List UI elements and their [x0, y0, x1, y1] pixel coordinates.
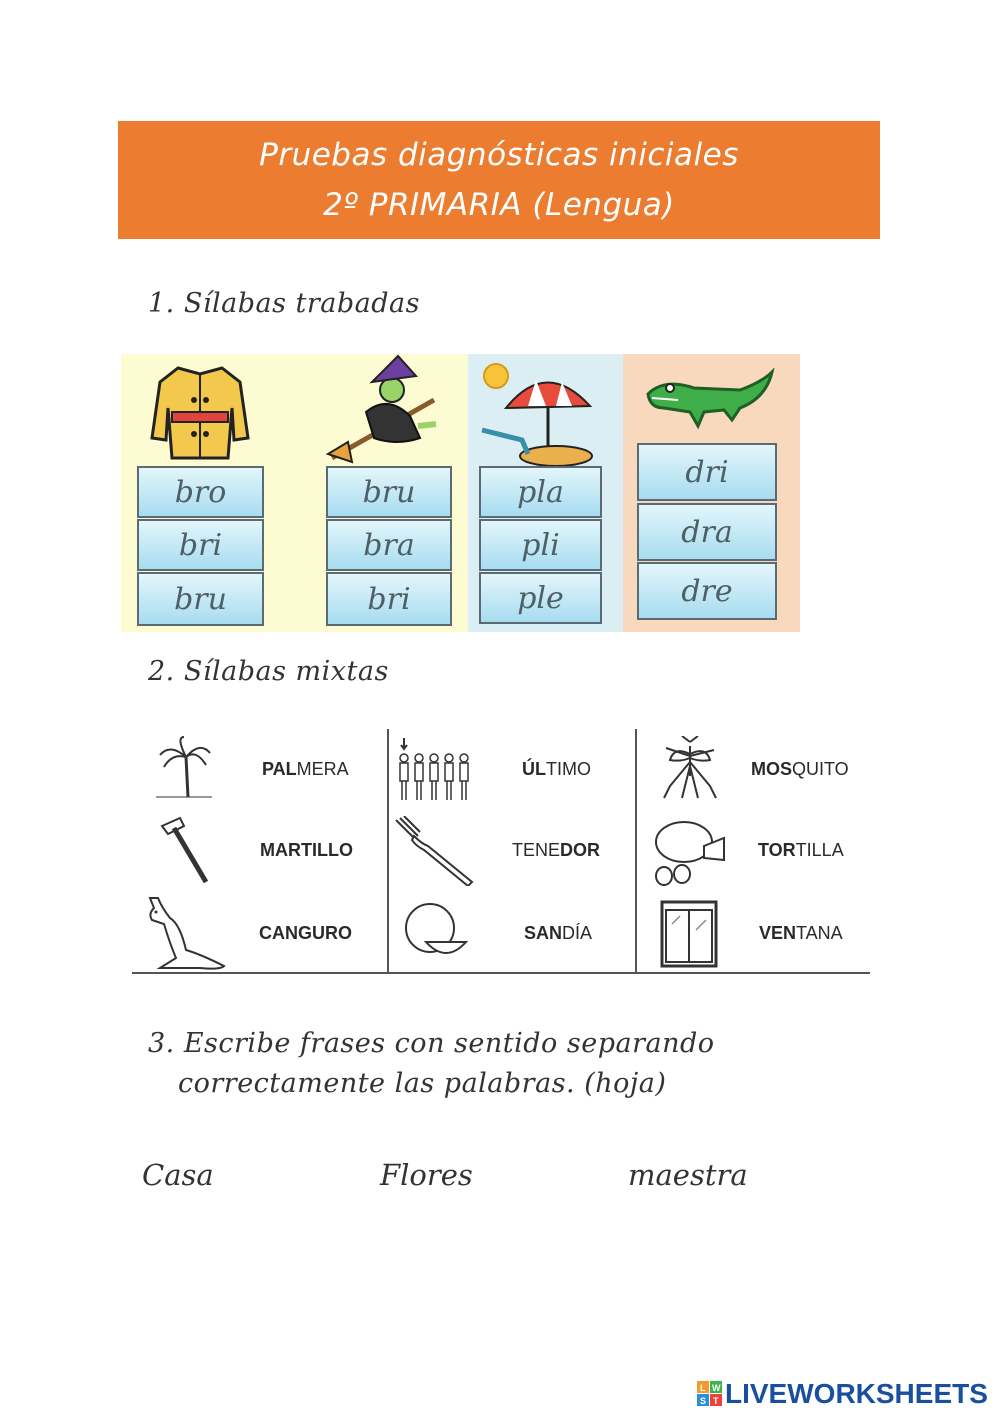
word-ultimo-rest: TIMO — [546, 759, 591, 779]
word-palmera-rest: MERA — [296, 759, 349, 779]
word-casa: Casa — [142, 1158, 214, 1192]
word-ultimo-prefix: ÚL — [522, 759, 546, 779]
coat-picture — [148, 360, 252, 462]
word-tenedor-rest: DOR — [560, 840, 601, 860]
word-canguro — [259, 923, 352, 944]
word-tortilla-rest: TILLA — [795, 840, 844, 860]
option-coat-3[interactable]: bru — [137, 572, 264, 626]
option-beach-1[interactable]: pla — [479, 466, 602, 518]
section-2-title: 2. Sílabas mixtas — [148, 656, 389, 687]
option-witch-3[interactable]: bri — [326, 572, 452, 626]
beach-picture — [476, 358, 594, 468]
icon-letter-1: L — [700, 1383, 706, 1393]
witch-picture — [326, 354, 441, 466]
title-banner — [118, 121, 880, 239]
word-martillo-prefix: MAR — [260, 840, 301, 860]
word-tortilla — [758, 840, 844, 861]
word-tenedor-prefix: TENE — [512, 840, 561, 860]
word-sandia-rest: DÍA — [562, 923, 593, 943]
word-tortilla-prefix: TOR — [758, 840, 796, 860]
word-sandia — [524, 923, 592, 944]
option-witch-1[interactable]: bru — [326, 466, 452, 518]
word-palmera-prefix: PAL — [262, 759, 297, 779]
title-line-1: Pruebas diagnósticas iniciales — [259, 137, 739, 173]
fork-picture — [392, 816, 478, 886]
icon-letter-2: W — [712, 1383, 721, 1393]
watermelon-picture — [402, 900, 470, 966]
option-beach-2[interactable]: pli — [479, 519, 602, 571]
word-ventana — [759, 923, 843, 944]
title-line-2: 2º PRIMARIA (Lengua) — [323, 187, 675, 223]
option-coat-1[interactable]: bro — [137, 466, 264, 518]
section-3-title-line-1: 3. Escribe frases con sentido separando — [148, 1028, 715, 1059]
word-ventana-rest: TANA — [796, 923, 843, 943]
word-martillo-rest: TILLO — [301, 840, 353, 860]
word-flores: Flores — [380, 1158, 473, 1192]
option-witch-2[interactable]: bra — [326, 519, 452, 571]
option-coat-2[interactable]: bri — [137, 519, 264, 571]
logo-text: LIVEWORKSHEETS — [725, 1378, 988, 1409]
word-ventana-prefix: VEN — [759, 923, 797, 943]
word-canguro-prefix: CAN — [259, 923, 298, 943]
option-crocodile-1[interactable]: dri — [637, 443, 777, 501]
liveworksheets-logo[interactable] — [697, 1378, 988, 1410]
kangaroo-picture — [140, 894, 226, 972]
word-maestra: maestra — [628, 1158, 748, 1192]
window-picture — [660, 900, 718, 968]
option-beach-3[interactable]: ple — [479, 572, 602, 624]
people-row-picture — [396, 736, 476, 804]
word-tenedor — [512, 840, 600, 861]
word-mosquito-rest: QUITO — [792, 759, 849, 779]
icon-letter-3: S — [700, 1396, 707, 1406]
word-canguro-rest: GURO — [298, 923, 352, 943]
option-crocodile-3[interactable]: dre — [637, 562, 777, 620]
word-mosquito-prefix: MOS — [751, 759, 793, 779]
option-crocodile-2[interactable]: dra — [637, 503, 777, 561]
word-martillo — [260, 840, 353, 861]
table-baseline — [132, 972, 870, 974]
word-palmera — [262, 759, 349, 780]
palm-tree-picture — [156, 735, 212, 801]
word-sandia-prefix: SAN — [524, 923, 563, 943]
word-ultimo — [522, 759, 591, 780]
liveworksheets-icon — [697, 1381, 723, 1407]
omelette-picture — [652, 818, 728, 888]
mosquito-picture — [660, 736, 720, 800]
column-divider-2 — [635, 729, 637, 974]
icon-letter-4: T — [713, 1396, 719, 1406]
crocodile-picture — [644, 368, 776, 432]
word-mosquito — [751, 759, 849, 780]
hammer-picture — [156, 816, 212, 886]
section-1-title: 1. Sílabas trabadas — [148, 288, 420, 319]
section-3-title-line-2: correctamente las palabras. (hoja) — [178, 1068, 667, 1099]
column-divider-1 — [387, 729, 389, 974]
